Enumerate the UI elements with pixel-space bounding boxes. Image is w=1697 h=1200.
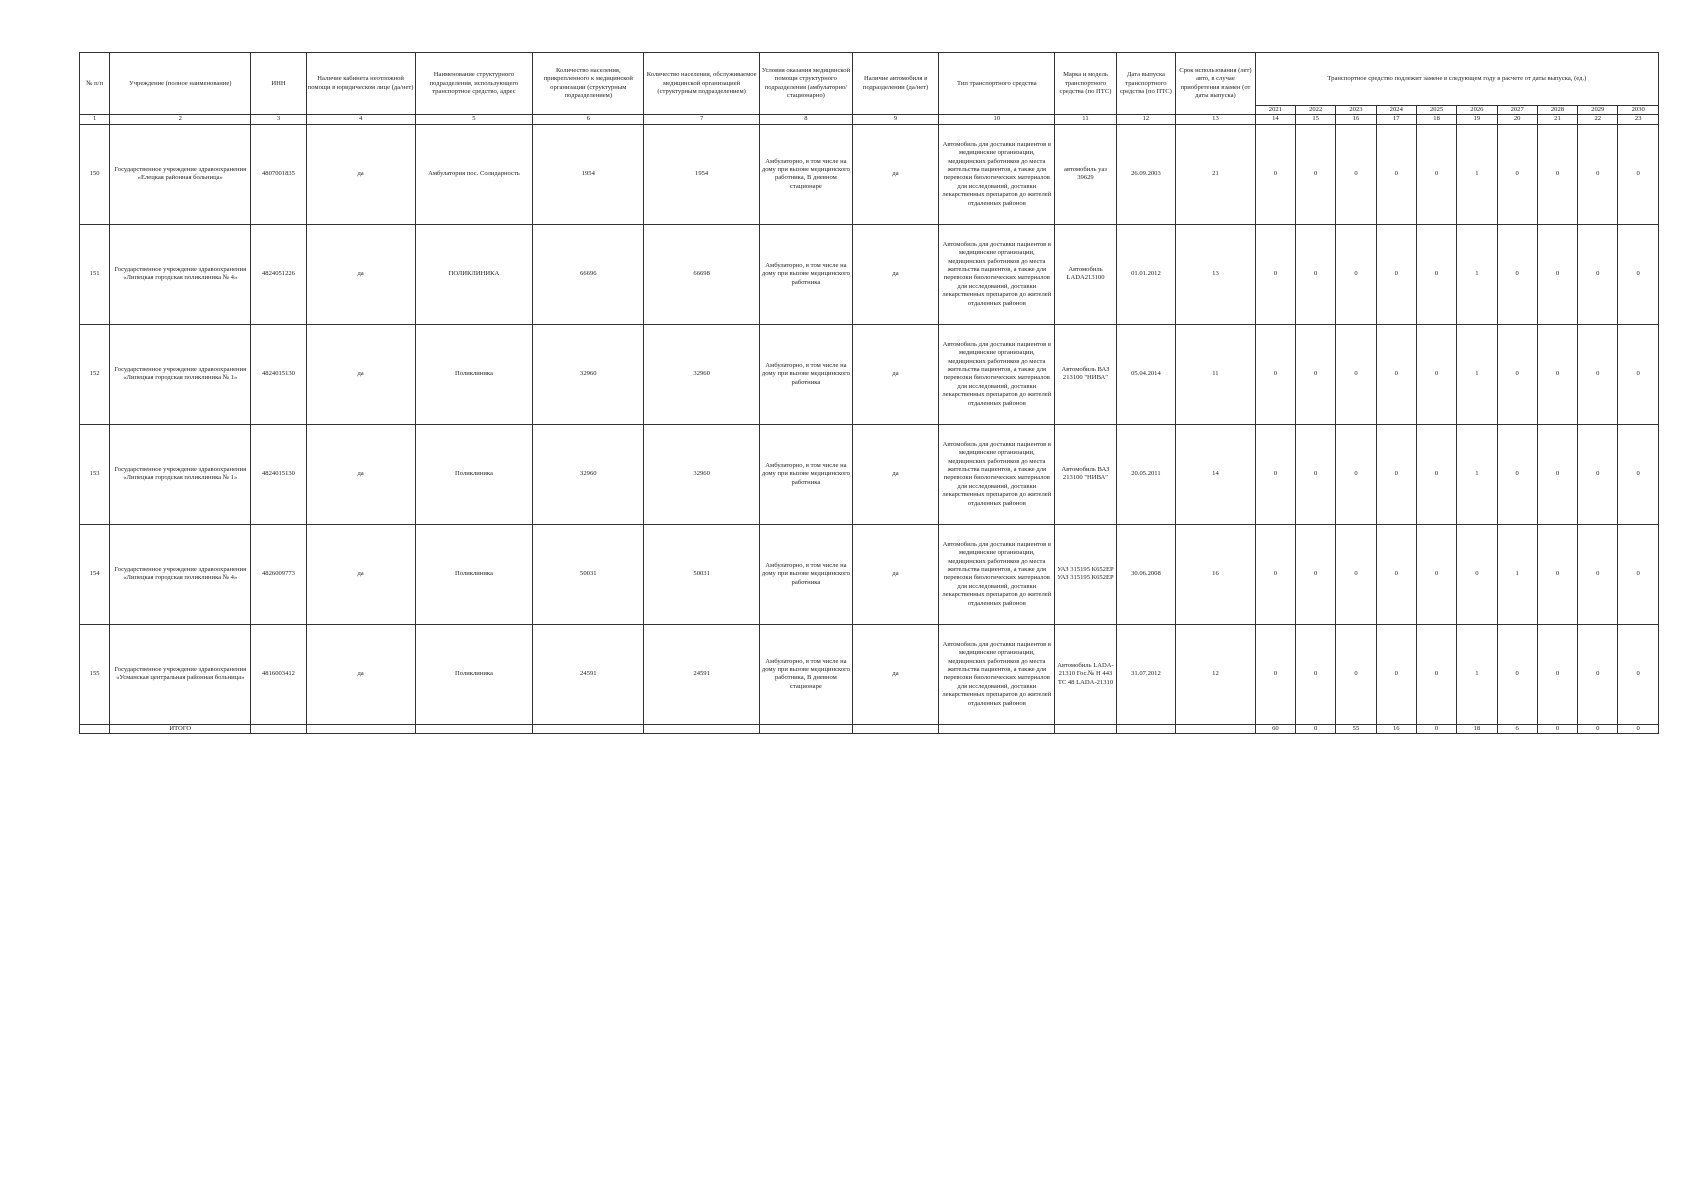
cell-year-count: 0	[1255, 424, 1295, 524]
header-row	[80, 53, 1659, 106]
column-number: 4	[306, 115, 415, 124]
cell-year-count: 0	[1376, 624, 1416, 724]
cell-row-number: 154	[80, 524, 110, 624]
header-subdivision: Наименование структурного подразделения, использующего транспортное средство, адрес	[415, 53, 533, 115]
cell-release-date: 31.07.2012	[1116, 624, 1175, 724]
cell-year-count: 0	[1578, 224, 1618, 324]
cell-year-count: 0	[1376, 124, 1416, 224]
cell-inn: 4824051226	[251, 224, 306, 324]
header-attached-population: Количество населения, прикрепленного к медицинской организации (структурным подразделением)	[533, 53, 644, 115]
vehicle-type-text: Автомобиль для доставки пациентов в медицинские организации, медицинских работников до места жительства пациентов, а также для перевозки биологических материалов для исследований, доставки лекарственных препаратов до жителей отдаленных районов	[942, 440, 1052, 507]
cell-year-count: 0	[1376, 324, 1416, 424]
table-row	[80, 324, 1659, 424]
cell-subdivision: Поликлиника	[415, 324, 533, 424]
cell-served-population: 32960	[644, 424, 760, 524]
cell-has-car: да	[852, 524, 939, 624]
total-empty-cell	[415, 724, 533, 733]
cell-attached-population: 1954	[533, 124, 644, 224]
total-empty-cell	[644, 724, 760, 733]
total-year-count: 0	[1578, 724, 1618, 733]
header-year: 2025	[1416, 106, 1456, 115]
column-number: 5	[415, 115, 533, 124]
vehicle-type-text: Автомобиль для доставки пациентов в медицинские организации, медицинских работников до места жительства пациентов, а также для перевозки биологических материалов для исследований, доставки лекарственных препаратов до жителей отдаленных районов	[942, 340, 1052, 407]
vehicle-type-text: Автомобиль для доставки пациентов в медицинские организации, медицинских работников до места жительства пациентов, а также для перевозки биологических материалов для исследований, доставки лекарственных препаратов до жителей отдаленных районов	[942, 140, 1052, 207]
cell-row-number: 152	[80, 324, 110, 424]
column-number: 23	[1618, 115, 1659, 124]
cell-care-conditions: Амбулаторно, в том числе на дому при вызове медицинского работника	[760, 324, 853, 424]
total-year-count: 0	[1537, 724, 1577, 733]
cell-year-count: 0	[1416, 324, 1456, 424]
cell-year-count: 0	[1457, 524, 1497, 624]
cell-year-count: 0	[1497, 624, 1537, 724]
cell-institution-name: Государственное учреждение здравоохранения «Липецкая городская поликлиника № 1»	[110, 424, 251, 524]
total-empty-cell	[251, 724, 306, 733]
header-served-population: Количество населения, обслуживаемое медицинской организацией (структурным подразделением)	[644, 53, 760, 115]
cell-release-date: 20.05.2011	[1116, 424, 1175, 524]
cell-care-conditions: Амбулаторно, в том числе на дому при вызове медицинского работника, В дневном стационаре	[760, 624, 853, 724]
cell-urgent-room: да	[306, 524, 415, 624]
header-vehicle-type: Тип транспортного средства	[939, 53, 1055, 115]
column-number: 22	[1578, 115, 1618, 124]
cell-has-car: да	[852, 124, 939, 224]
header-year: 2028	[1537, 106, 1577, 115]
cell-served-population: 50031	[644, 524, 760, 624]
header-has-car: Наличие автомобиля в подразделении (да/нет)	[852, 53, 939, 115]
cell-row-number: 150	[80, 124, 110, 224]
header-replacement-group: Транспортное средство подлежит замене в следующем году в расчете от даты выпуска, (ед.)	[1255, 53, 1658, 106]
cell-year-count: 0	[1497, 224, 1537, 324]
column-number: 17	[1376, 115, 1416, 124]
header-release-date: Дата выпуска транспортного средства (по ПТС)	[1116, 53, 1175, 115]
cell-year-count: 0	[1578, 524, 1618, 624]
column-number: 21	[1537, 115, 1577, 124]
cell-row-number: 155	[80, 624, 110, 724]
cell-served-population: 32960	[644, 324, 760, 424]
cell-year-count: 0	[1255, 224, 1295, 324]
cell-vehicle-type	[939, 224, 1055, 324]
cell-years-in-use: 12	[1176, 624, 1256, 724]
cell-institution-name: Государственное учреждение здравоохранения «Липецкая городская поликлиника № 4»	[110, 224, 251, 324]
cell-year-count: 0	[1296, 624, 1336, 724]
vehicle-replacement-table	[79, 52, 1659, 734]
cell-year-count: 0	[1416, 524, 1456, 624]
cell-years-in-use: 16	[1176, 524, 1256, 624]
cell-inn: 4824015130	[251, 324, 306, 424]
cell-row-number: 153	[80, 424, 110, 524]
cell-attached-population: 66696	[533, 224, 644, 324]
column-number: 2	[110, 115, 251, 124]
cell-year-count: 0	[1537, 224, 1577, 324]
total-year-count: 55	[1336, 724, 1376, 733]
cell-has-car: да	[852, 224, 939, 324]
cell-subdivision: Поликлиника	[415, 524, 533, 624]
cell-years-in-use: 14	[1176, 424, 1256, 524]
total-empty-cell	[1055, 724, 1116, 733]
total-empty-cell	[533, 724, 644, 733]
total-empty-cell	[760, 724, 853, 733]
cell-vehicle-model: Автомобиль ВАЗ 213100 "НИВА"	[1055, 324, 1116, 424]
header-year: 2024	[1376, 106, 1416, 115]
cell-year-count: 0	[1497, 324, 1537, 424]
cell-inn: 4816003412	[251, 624, 306, 724]
cell-year-count: 0	[1376, 224, 1416, 324]
cell-attached-population: 50031	[533, 524, 644, 624]
cell-year-count: 0	[1416, 124, 1456, 224]
cell-vehicle-type	[939, 524, 1055, 624]
header-years-in-use: Срок использования (лет) авто, в случае приобретения взамен (от даты выпуска)	[1176, 53, 1256, 115]
table-row	[80, 524, 1659, 624]
column-number: 16	[1336, 115, 1376, 124]
column-number: 18	[1416, 115, 1456, 124]
cell-subdivision: Амбулатория пос. Солидарность	[415, 124, 533, 224]
cell-year-count: 0	[1376, 424, 1416, 524]
table-row	[80, 124, 1659, 224]
cell-year-count: 0	[1537, 524, 1577, 624]
cell-inn: 4807001835	[251, 124, 306, 224]
cell-served-population: 66698	[644, 224, 760, 324]
total-year-count: 0	[1296, 724, 1336, 733]
column-numbers-row	[80, 115, 1659, 124]
cell-year-count: 0	[1618, 324, 1659, 424]
cell-subdivision: ПОЛИКЛИНИКА	[415, 224, 533, 324]
cell-subdivision: Поликлиника	[415, 624, 533, 724]
cell-year-count: 0	[1618, 124, 1659, 224]
header-vehicle-model: Марка и модель транспортного средства (по ПТС)	[1055, 53, 1116, 115]
cell-served-population: 1954	[644, 124, 760, 224]
cell-year-count: 1	[1457, 424, 1497, 524]
header-institution: Учреждение (полное наименование)	[110, 53, 251, 115]
cell-urgent-room: да	[306, 424, 415, 524]
cell-year-count: 0	[1255, 124, 1295, 224]
cell-release-date: 30.06.2008	[1116, 524, 1175, 624]
cell-urgent-room: да	[306, 224, 415, 324]
cell-urgent-room: да	[306, 624, 415, 724]
total-year-count: 16	[1376, 724, 1416, 733]
cell-year-count: 1	[1497, 524, 1537, 624]
cell-attached-population: 32960	[533, 424, 644, 524]
cell-years-in-use: 21	[1176, 124, 1256, 224]
total-empty-cell	[852, 724, 939, 733]
cell-year-count: 0	[1416, 624, 1456, 724]
cell-year-count: 0	[1497, 424, 1537, 524]
column-number: 14	[1255, 115, 1295, 124]
cell-year-count: 0	[1336, 524, 1376, 624]
table-body	[80, 124, 1659, 733]
cell-year-count: 0	[1296, 124, 1336, 224]
cell-release-date: 05.04.2014	[1116, 324, 1175, 424]
cell-served-population: 24591	[644, 624, 760, 724]
total-row	[80, 724, 1659, 733]
cell-has-car: да	[852, 624, 939, 724]
cell-year-count: 0	[1618, 524, 1659, 624]
column-number: 15	[1296, 115, 1336, 124]
cell-vehicle-model: Автомобиль ВАЗ 213100 "НИВА"	[1055, 424, 1116, 524]
cell-year-count: 0	[1336, 424, 1376, 524]
header-urgent-room: Наличие кабинета неотложной помощи в юридическом лице (да/нет)	[306, 53, 415, 115]
cell-institution-name: Государственное учреждение здравоохранения «Елецкая районная больница»	[110, 124, 251, 224]
column-number: 1	[80, 115, 110, 124]
cell-year-count: 0	[1537, 424, 1577, 524]
cell-vehicle-model: УАЗ 315195 К652ЕР УАЗ 315195 К652ЕР	[1055, 524, 1116, 624]
cell-year-count: 1	[1457, 324, 1497, 424]
column-number: 13	[1176, 115, 1256, 124]
column-number: 12	[1116, 115, 1175, 124]
cell-year-count: 0	[1255, 324, 1295, 424]
cell-year-count: 0	[1416, 224, 1456, 324]
header-care-conditions: Условия оказания медицинской помощи структурного подразделения (амбулаторно/ стационарно)	[760, 53, 853, 115]
cell-year-count: 0	[1537, 324, 1577, 424]
total-year-count: 0	[1416, 724, 1456, 733]
cell-release-date: 26.09.2003	[1116, 124, 1175, 224]
total-empty-cell	[306, 724, 415, 733]
cell-has-car: да	[852, 324, 939, 424]
cell-attached-population: 32960	[533, 324, 644, 424]
cell-year-count: 0	[1296, 424, 1336, 524]
header-year: 2022	[1296, 106, 1336, 115]
table-row	[80, 424, 1659, 524]
column-number: 6	[533, 115, 644, 124]
cell-years-in-use: 11	[1176, 324, 1256, 424]
cell-year-count: 0	[1336, 624, 1376, 724]
cell-year-count: 0	[1296, 324, 1336, 424]
cell-vehicle-model: автомобиль уаз 39629	[1055, 124, 1116, 224]
cell-vehicle-model: Автомобиль LADA-21310 Гос.№ Н 443 ТС 48 LADA-21310	[1055, 624, 1116, 724]
column-number: 20	[1497, 115, 1537, 124]
total-year-count: 0	[1618, 724, 1659, 733]
table-row	[80, 224, 1659, 324]
cell-institution-name: Государственное учреждение здравоохранения «Липецкая городская поликлиника № 4»	[110, 524, 251, 624]
column-number: 7	[644, 115, 760, 124]
cell-care-conditions: Амбулаторно, в том числе на дому при вызове медицинского работника	[760, 224, 853, 324]
cell-year-count: 1	[1457, 624, 1497, 724]
column-number: 10	[939, 115, 1055, 124]
vehicle-type-text: Автомобиль для доставки пациентов в медицинские организации, медицинских работников до места жительства пациентов, а также для перевозки биологических материалов для исследований, доставки лекарственных препаратов до жителей отдаленных районов	[942, 640, 1052, 707]
cell-vehicle-type	[939, 124, 1055, 224]
vehicle-type-text: Автомобиль для доставки пациентов в медицинские организации, медицинских работников до места жительства пациентов, а также для перевозки биологических материалов для исследований, доставки лекарственных препаратов до жителей отдаленных районов	[942, 240, 1052, 307]
cell-year-count: 0	[1578, 624, 1618, 724]
cell-year-count: 0	[1578, 424, 1618, 524]
cell-care-conditions: Амбулаторно, в том числе на дому при вызове медицинского работника, В дневном стационаре	[760, 124, 853, 224]
cell-vehicle-type	[939, 424, 1055, 524]
cell-year-count: 0	[1578, 124, 1618, 224]
column-number: 11	[1055, 115, 1116, 124]
cell-care-conditions: Амбулаторно, в том числе на дому при вызове медицинского работника	[760, 524, 853, 624]
header-inn: ИНН	[251, 53, 306, 115]
column-number: 3	[251, 115, 306, 124]
header-num: № п/п	[80, 53, 110, 115]
cell-year-count: 1	[1457, 124, 1497, 224]
cell-year-count: 0	[1618, 424, 1659, 524]
vehicle-type-text: Автомобиль для доставки пациентов в медицинские организации, медицинских работников до места жительства пациентов, а также для перевозки биологических материалов для исследований, доставки лекарственных препаратов до жителей отдаленных районов	[942, 540, 1052, 607]
cell-row-number: 151	[80, 224, 110, 324]
cell-institution-name: Государственное учреждение здравоохранения «Липецкая городская поликлиника № 1»	[110, 324, 251, 424]
cell-years-in-use: 13	[1176, 224, 1256, 324]
cell-year-count: 0	[1618, 624, 1659, 724]
table-row	[80, 624, 1659, 724]
column-number: 8	[760, 115, 853, 124]
total-year-count: 6	[1497, 724, 1537, 733]
cell-year-count: 0	[1296, 524, 1336, 624]
cell-year-count: 0	[1255, 624, 1295, 724]
cell-inn: 4826009773	[251, 524, 306, 624]
cell-inn: 4824015130	[251, 424, 306, 524]
header-year: 2027	[1497, 106, 1537, 115]
column-number: 19	[1457, 115, 1497, 124]
total-empty-cell	[1176, 724, 1256, 733]
cell-has-car: да	[852, 424, 939, 524]
column-number: 9	[852, 115, 939, 124]
cell-attached-population: 24591	[533, 624, 644, 724]
cell-year-count: 0	[1336, 224, 1376, 324]
cell-year-count: 0	[1336, 324, 1376, 424]
cell-vehicle-type	[939, 624, 1055, 724]
header-year: 2030	[1618, 106, 1659, 115]
cell-subdivision: Поликлиника	[415, 424, 533, 524]
cell-year-count: 0	[1416, 424, 1456, 524]
cell-institution-name: Государственное учреждение здравоохранения «Усманская центральная районная больница»	[110, 624, 251, 724]
cell-year-count: 0	[1336, 124, 1376, 224]
cell-year-count: 0	[1537, 124, 1577, 224]
cell-release-date: 01.01.2012	[1116, 224, 1175, 324]
cell-year-count: 0	[1578, 324, 1618, 424]
cell-year-count: 0	[1255, 524, 1295, 624]
total-empty-cell	[80, 724, 110, 733]
cell-care-conditions: Амбулаторно, в том числе на дому при вызове медицинского работника	[760, 424, 853, 524]
cell-year-count: 1	[1457, 224, 1497, 324]
total-empty-cell	[1116, 724, 1175, 733]
total-label: ИТОГО	[110, 724, 251, 733]
cell-year-count: 0	[1296, 224, 1336, 324]
total-empty-cell	[939, 724, 1055, 733]
cell-year-count: 0	[1497, 124, 1537, 224]
cell-year-count: 0	[1618, 224, 1659, 324]
total-year-count: 60	[1255, 724, 1295, 733]
cell-year-count: 0	[1537, 624, 1577, 724]
cell-urgent-room: да	[306, 324, 415, 424]
cell-urgent-room: да	[306, 124, 415, 224]
header-year: 2023	[1336, 106, 1376, 115]
cell-vehicle-model: Автомобиль LADA213100	[1055, 224, 1116, 324]
total-year-count: 18	[1457, 724, 1497, 733]
header-year: 2029	[1578, 106, 1618, 115]
header-year: 2026	[1457, 106, 1497, 115]
cell-year-count: 0	[1376, 524, 1416, 624]
header-year: 2021	[1255, 106, 1295, 115]
cell-vehicle-type	[939, 324, 1055, 424]
